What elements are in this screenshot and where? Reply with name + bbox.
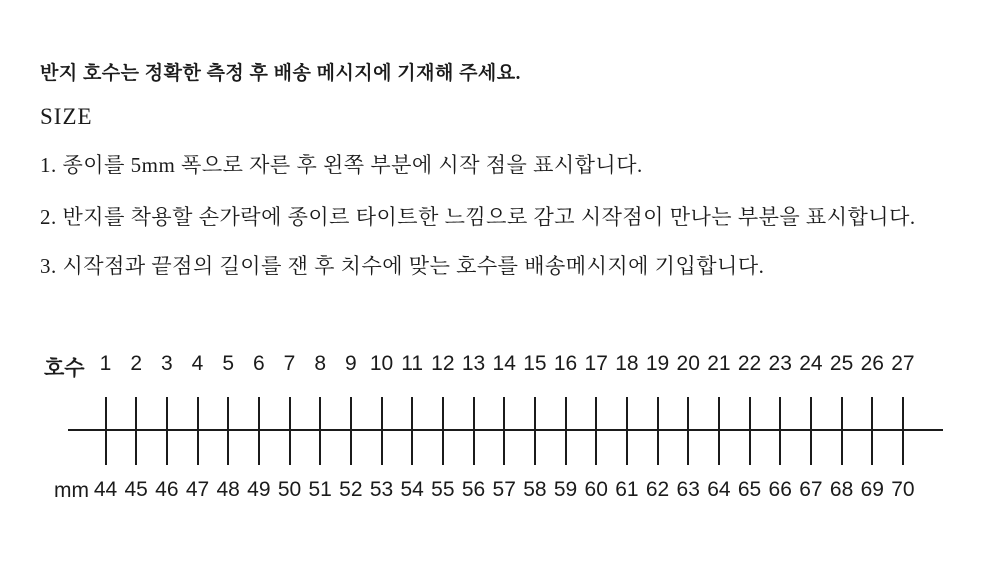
ruler-mm-number: 64	[707, 478, 731, 501]
ruler-size-number: 17	[584, 352, 608, 375]
ruler-size-number: 21	[707, 352, 731, 375]
ruler-tick	[657, 397, 659, 465]
ruler-tick	[626, 397, 628, 465]
ruler-tick	[687, 397, 689, 465]
ruler-mm-number: 47	[185, 478, 210, 501]
ruler-size-number: 22	[737, 352, 762, 375]
ruler-size-number: 2	[130, 352, 142, 375]
ruler-mm-number: 62	[645, 478, 670, 501]
ruler-mm-number: 58	[523, 478, 547, 501]
step-2-text: 2. 반지를 착용할 손가락에 종이르 타이트한 느낌으로 감고 시작점이 만나는 부분을 표시합니다.	[40, 205, 916, 229]
ruler-tick	[810, 397, 812, 465]
ruler-size-number: 11	[401, 352, 424, 375]
ruler-size-label: 호수	[44, 357, 85, 380]
step-3-text: 3. 시작점과 끝점의 길이를 잰 후 치수에 맞는 호수를 배송메시지에 기입합니다.	[40, 254, 765, 278]
ruler-size-number: 14	[492, 352, 516, 375]
ruler-mm-number: 51	[308, 478, 332, 501]
ruler-mm-number: 52	[339, 478, 363, 501]
ruler-mm-number: 57	[492, 478, 516, 501]
ruler-mm-number: 54	[400, 478, 424, 501]
ruler-mm-number: 63	[676, 478, 700, 501]
ruler-mm-number: 50	[277, 478, 302, 501]
ruler-mm-number: 44	[93, 478, 118, 501]
ruler-size-number: 6	[253, 352, 265, 375]
ruler-size-number: 24	[799, 352, 823, 375]
ruler-tick	[135, 397, 137, 465]
ruler-tick	[319, 397, 321, 465]
ruler-mm-number: 67	[799, 478, 823, 501]
ruler-mm-number: 46	[155, 478, 179, 501]
ruler-tick	[841, 397, 843, 465]
ruler-tick	[166, 397, 168, 465]
ruler-tick	[411, 397, 413, 465]
ruler-mm-number: 53	[369, 478, 394, 501]
ruler-mm-number: 65	[737, 478, 762, 501]
ruler-mm-number: 70	[891, 478, 915, 501]
ruler-size-number: 9	[345, 352, 357, 375]
ruler-size-number: 5	[222, 352, 235, 375]
ruler-size-number: 3	[160, 352, 173, 375]
ruler-tick	[534, 397, 536, 465]
ruler-size-number: 19	[645, 352, 670, 375]
ruler-tick	[381, 397, 383, 465]
ruler-tick	[902, 397, 904, 465]
ruler-size-number: 15	[523, 352, 547, 375]
ruler-tick	[350, 397, 352, 465]
ruler-tick	[779, 397, 781, 465]
ruler-size-number: 27	[891, 352, 915, 375]
ruler-mm-unit-label: mm	[54, 479, 89, 502]
ruler-mm-number: 56	[461, 478, 486, 501]
ruler-size-number: 26	[860, 352, 884, 375]
ruler-size-number: 7	[283, 352, 296, 375]
ruler-size-number: 23	[768, 352, 792, 375]
ruler-tick	[565, 397, 567, 465]
ruler-tick	[503, 397, 505, 465]
ruler-mm-number: 59	[553, 478, 578, 501]
ruler-tick	[473, 397, 475, 465]
ruler-mm-number: 48	[216, 478, 240, 501]
ruler-size-number: 12	[431, 352, 455, 375]
ruler-size-number: 13	[461, 352, 486, 375]
step-1-text: 1. 종이를 5mm 폭으로 자른 후 왼쪽 부분에 시작 점을 표시합니다.	[40, 153, 643, 177]
ruler-tick	[718, 397, 720, 465]
ruler-tick	[871, 397, 873, 465]
ruler-mm-number: 61	[615, 478, 639, 501]
ruler-tick	[749, 397, 751, 465]
ruler-mm-number: 68	[829, 478, 854, 501]
ruler-size-number: 8	[314, 352, 327, 375]
ruler-size-number: 20	[676, 352, 700, 375]
ruler-tick	[442, 397, 444, 465]
ruler-mm-number: 60	[584, 478, 608, 501]
size-heading: SIZE	[40, 104, 93, 129]
ruler-mm-number: 45	[124, 478, 148, 501]
ruler-size-number: 16	[553, 352, 578, 375]
notice-text: 반지 호수는 정확한 측정 후 배송 메시지에 기재해 주세요.	[40, 63, 521, 84]
ruler-size-number: 25	[829, 352, 854, 375]
ruler-size-number: 4	[191, 352, 204, 375]
ruler-tick	[197, 397, 199, 465]
ruler-size-number: 18	[615, 352, 639, 375]
ruler-tick	[258, 397, 260, 465]
ruler-tick	[227, 397, 229, 465]
ruler-mm-number: 49	[247, 478, 271, 501]
ruler-size-number: 10	[369, 352, 394, 375]
ruler-tick	[595, 397, 597, 465]
ruler-tick	[289, 397, 291, 465]
ruler-tick	[105, 397, 107, 465]
ruler-size-number: 1	[99, 352, 112, 375]
ruler-mm-number: 66	[768, 478, 792, 501]
ruler-mm-number: 55	[431, 478, 455, 501]
ruler-mm-number: 69	[860, 478, 884, 501]
